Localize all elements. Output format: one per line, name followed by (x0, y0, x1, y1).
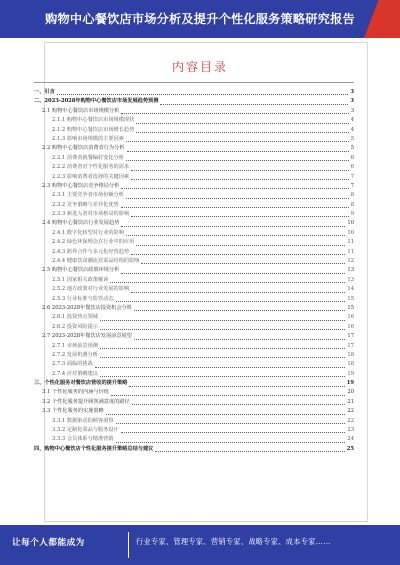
toc-entry-title: 2.1.1 购物中心餐饮店市场规模现状 (52, 117, 135, 124)
toc-page-number: 20 (347, 389, 354, 396)
footer-slogan: 让每个人都能成为 (12, 538, 85, 548)
toc-entry-title: 2.2.1 消费者就餐偏好变化分析 (52, 154, 124, 161)
toc-page-number: 22 (347, 408, 354, 415)
footer-expert-list: 行业专家、管理专家、营销专家、战略专家、成本专家…… (136, 537, 331, 546)
toc-leader-dots (136, 131, 348, 133)
toc-entry[interactable] (34, 304, 354, 313)
toc-entry-title: 2.3.1 主要竞争者市场份额分析 (52, 192, 124, 199)
toc-entry[interactable] (34, 379, 354, 388)
toc-leader-dots (116, 300, 346, 302)
toc-entry[interactable] (34, 389, 354, 398)
toc-leader-dots (129, 385, 344, 387)
toc-page-number: 6 (350, 164, 354, 171)
toc-page-number: 4 (350, 126, 354, 133)
toc-entry[interactable] (34, 257, 354, 266)
toc-page-number: 8 (350, 192, 354, 199)
toc-entry-title: 2.4.3 跨界合作与多元化经营趋势 (52, 248, 130, 255)
toc-leader-dots (116, 422, 346, 424)
toc-leader-dots (106, 413, 346, 415)
toc-entry[interactable] (34, 360, 354, 369)
toc-page-number: 25 (346, 445, 354, 452)
toc-entry[interactable] (34, 407, 354, 416)
toc-entry-title: 2.2.3 影响消费者选择的关键因素 (52, 173, 130, 180)
toc-page-number: 5 (350, 135, 354, 142)
toc-entry-title: 2.5.3 行业标准与监管动态 (52, 295, 114, 302)
toc-leader-dots (121, 225, 345, 227)
toc-entry-title: 2.6.1 投资热点领域 (52, 314, 98, 321)
toc-leader-dots (57, 93, 349, 95)
toc-entry[interactable] (34, 126, 354, 135)
toc-page-number: 13 (347, 276, 354, 283)
toc-page-number: 24 (347, 436, 354, 443)
toc-page-number: 13 (347, 267, 354, 274)
toc-entry[interactable] (34, 323, 354, 332)
toc-entry[interactable] (34, 332, 354, 341)
toc-entry[interactable] (34, 426, 354, 435)
toc-entry[interactable] (34, 154, 354, 163)
toc-leader-dots (121, 272, 345, 274)
toc-entry[interactable] (34, 417, 354, 426)
toc-entry-title: 2.1.3 影响市场规模的主要因素 (52, 135, 124, 142)
toc-leader-dots (100, 319, 345, 321)
toc-leader-dots (126, 159, 349, 161)
toc-entry-title: 3.3.2 定制化菜品与服务设计 (52, 427, 119, 434)
toc-leader-dots (131, 169, 349, 171)
toc-leader-dots (126, 197, 349, 199)
toc-entry-title: 2.2 购物中心餐饮店消费者行为分析 (42, 145, 125, 152)
toc-entry-title: 2.5.2 地方政策对行业发展的影响 (52, 286, 130, 293)
toc-entry[interactable] (34, 351, 354, 360)
toc-entry[interactable] (34, 435, 354, 444)
toc-leader-dots (95, 366, 346, 368)
toc-entry-title: 2.4.2 绿色环保理念在行业中的应用 (52, 239, 135, 246)
footer-divider (128, 532, 129, 558)
toc-entry-title: 2.5 购物中心餐饮店政策环境分析 (42, 267, 120, 274)
toc-leader-dots (136, 244, 345, 246)
toc-page-number: 14 (347, 286, 354, 293)
toc-entry[interactable] (34, 238, 354, 247)
toc-page-number: 7 (350, 182, 354, 189)
toc-leader-dots (121, 112, 348, 114)
toc-page-number: 10 (347, 220, 354, 227)
toc-page-number: 21 (347, 398, 354, 405)
toc-entry[interactable] (34, 144, 354, 153)
toc-leader-dots (131, 215, 349, 217)
toc-leader-dots (121, 206, 349, 208)
toc-page-number: 16 (347, 323, 354, 330)
toc-entry-title: 2.1 购物中心餐饮店市场规模分析 (42, 107, 120, 114)
toc-leader-dots (121, 187, 348, 189)
toc-leader-dots (134, 309, 345, 311)
toc-leader-dots (100, 356, 345, 358)
toc-leader-dots (141, 262, 345, 264)
toc-entry-title: 3.3.1 数据驱动的顾客洞察 (52, 417, 114, 424)
toc-page-number: 19 (346, 380, 354, 387)
toc-page-number: 3 (350, 88, 354, 95)
toc-entry[interactable] (34, 97, 354, 106)
toc-entry-title: 2.6 2023-2028年餐饮店投资机会分析 (42, 304, 132, 311)
table-of-contents (34, 88, 354, 454)
toc-divider (34, 82, 354, 83)
toc-entry-title: 二、2023-2028年购物中心餐饮店市场发展趋势预测 (34, 98, 159, 105)
toc-page-number: 16 (347, 314, 354, 321)
toc-leader-dots (127, 150, 349, 152)
toc-page-number: 12 (347, 258, 354, 265)
toc-entry[interactable] (34, 107, 354, 116)
toc-entry-title: 2.1.2 购物中心餐饮店市场增长趋势 (52, 126, 135, 133)
toc-page-number: 15 (347, 295, 354, 302)
toc-entry-title: 3.1 个性化服务的内涵与价值 (42, 389, 109, 396)
toc-entry-title: 2.7.1 市场前景预测 (52, 342, 98, 349)
toc-page-number: 10 (347, 229, 354, 236)
toc-entry-title: 3.2 个性化服务提升顾客满意度的路径 (42, 398, 130, 405)
toc-entry[interactable] (34, 295, 354, 304)
toc-entry-title: 2.6.2 投资风险提示 (52, 323, 98, 330)
toc-entry[interactable] (34, 135, 354, 144)
toc-entry-title: 2.4.4 健康饮食潮流对菜品结构的影响 (52, 258, 140, 265)
toc-entry[interactable] (34, 219, 354, 228)
toc-leader-dots (126, 140, 349, 142)
toc-entry[interactable] (34, 182, 354, 191)
toc-entry[interactable] (34, 398, 354, 407)
toc-page-number: 17 (347, 342, 354, 349)
toc-page-number: 3 (350, 98, 354, 105)
toc-entry-title: 2.3.2 竞争策略与差异化优势 (52, 201, 119, 208)
toc-leader-dots (134, 338, 345, 340)
toc-leader-dots (121, 431, 346, 433)
toc-leader-dots (131, 253, 345, 255)
toc-entry-title: 2.3 购物中心餐饮店竞争格局分析 (42, 182, 120, 189)
toc-entry[interactable] (34, 285, 354, 294)
toc-leader-dots (132, 403, 346, 405)
toc-entry[interactable] (34, 88, 354, 97)
toc-leader-dots (126, 234, 345, 236)
toc-page-number: 23 (347, 427, 354, 434)
toc-page-number: 18 (347, 361, 354, 368)
toc-entry-title: 2.4 购物中心餐饮店行业发展趋势 (42, 220, 120, 227)
toc-entry[interactable] (34, 173, 354, 182)
toc-entry[interactable] (34, 201, 354, 210)
toc-page-number: 9 (350, 211, 354, 218)
toc-entry-title: 2.7 2023-2028年餐饮店发展前景展望 (42, 333, 132, 340)
toc-leader-dots (110, 281, 345, 283)
toc-leader-dots (100, 328, 345, 330)
toc-leader-dots (116, 441, 346, 443)
toc-leader-dots (160, 103, 348, 105)
toc-page-number: 11 (347, 248, 354, 255)
toc-page-number: 8 (350, 201, 354, 208)
toc-page-number: 18 (347, 351, 354, 358)
toc-entry-title: 2.2.2 消费者对个性化服务的需求 (52, 164, 130, 171)
toc-entry-title: 2.7.2 发展机遇分析 (52, 351, 98, 358)
toc-page-number: 19 (347, 370, 354, 377)
toc-page-number: 17 (347, 333, 354, 340)
toc-entry[interactable] (34, 445, 354, 454)
toc-entry-title: 2.7.3 面临的挑战 (52, 361, 93, 368)
toc-entry-title: 一、引言 (34, 88, 55, 95)
toc-entry-title: 三、个性化服务对餐饮店营收的提升策略 (34, 380, 128, 387)
toc-entry[interactable] (34, 210, 354, 219)
toc-entry[interactable] (34, 116, 354, 125)
toc-entry[interactable] (34, 342, 354, 351)
toc-entry[interactable] (34, 276, 354, 285)
toc-page-number: 11 (347, 239, 354, 246)
toc-leader-dots (100, 375, 345, 377)
toc-entry[interactable] (34, 313, 354, 322)
toc-entry[interactable] (34, 163, 354, 172)
toc-entry-title: 2.4.1 数字化转型对行业的影响 (52, 229, 124, 236)
toc-leader-dots (131, 178, 349, 180)
toc-leader-dots (155, 450, 344, 452)
toc-entry[interactable] (34, 370, 354, 379)
toc-entry-title: 2.5.1 国家相关政策解读 (52, 276, 109, 283)
toc-entry-title: 四、购物中心餐饮店个性化服务提升策略总结与建议 (34, 445, 154, 452)
toc-entry-title: 2.3.3 新进入者对市场格局的影响 (52, 211, 130, 218)
toc-page-number: 22 (347, 417, 354, 424)
toc-page-number: 5 (350, 145, 354, 152)
toc-page-number: 15 (347, 304, 354, 311)
toc-leader-dots (111, 394, 345, 396)
toc-entry[interactable] (34, 229, 354, 238)
report-title: 购物中心餐饮店市场分析及提升个性化服务策略研究报告 (45, 12, 355, 26)
toc-entry[interactable] (34, 266, 354, 275)
toc-entry[interactable] (34, 191, 354, 200)
toc-page-number: 6 (350, 154, 354, 161)
toc-page-number: 3 (350, 107, 354, 114)
toc-page-number: 4 (350, 117, 354, 124)
toc-leader-dots (136, 122, 348, 124)
toc-entry-title: 2.7.4 应对策略建议 (52, 370, 98, 377)
toc-entry-title: 3.3 个性化服务的实施策略 (42, 408, 104, 415)
toc-heading: 内容目录 (171, 60, 228, 74)
toc-page-number: 7 (350, 173, 354, 180)
toc-leader-dots (100, 347, 345, 349)
toc-leader-dots (131, 291, 345, 293)
toc-entry-title: 3.3.3 会员体系与精准营销 (52, 436, 114, 443)
toc-entry[interactable] (34, 248, 354, 257)
